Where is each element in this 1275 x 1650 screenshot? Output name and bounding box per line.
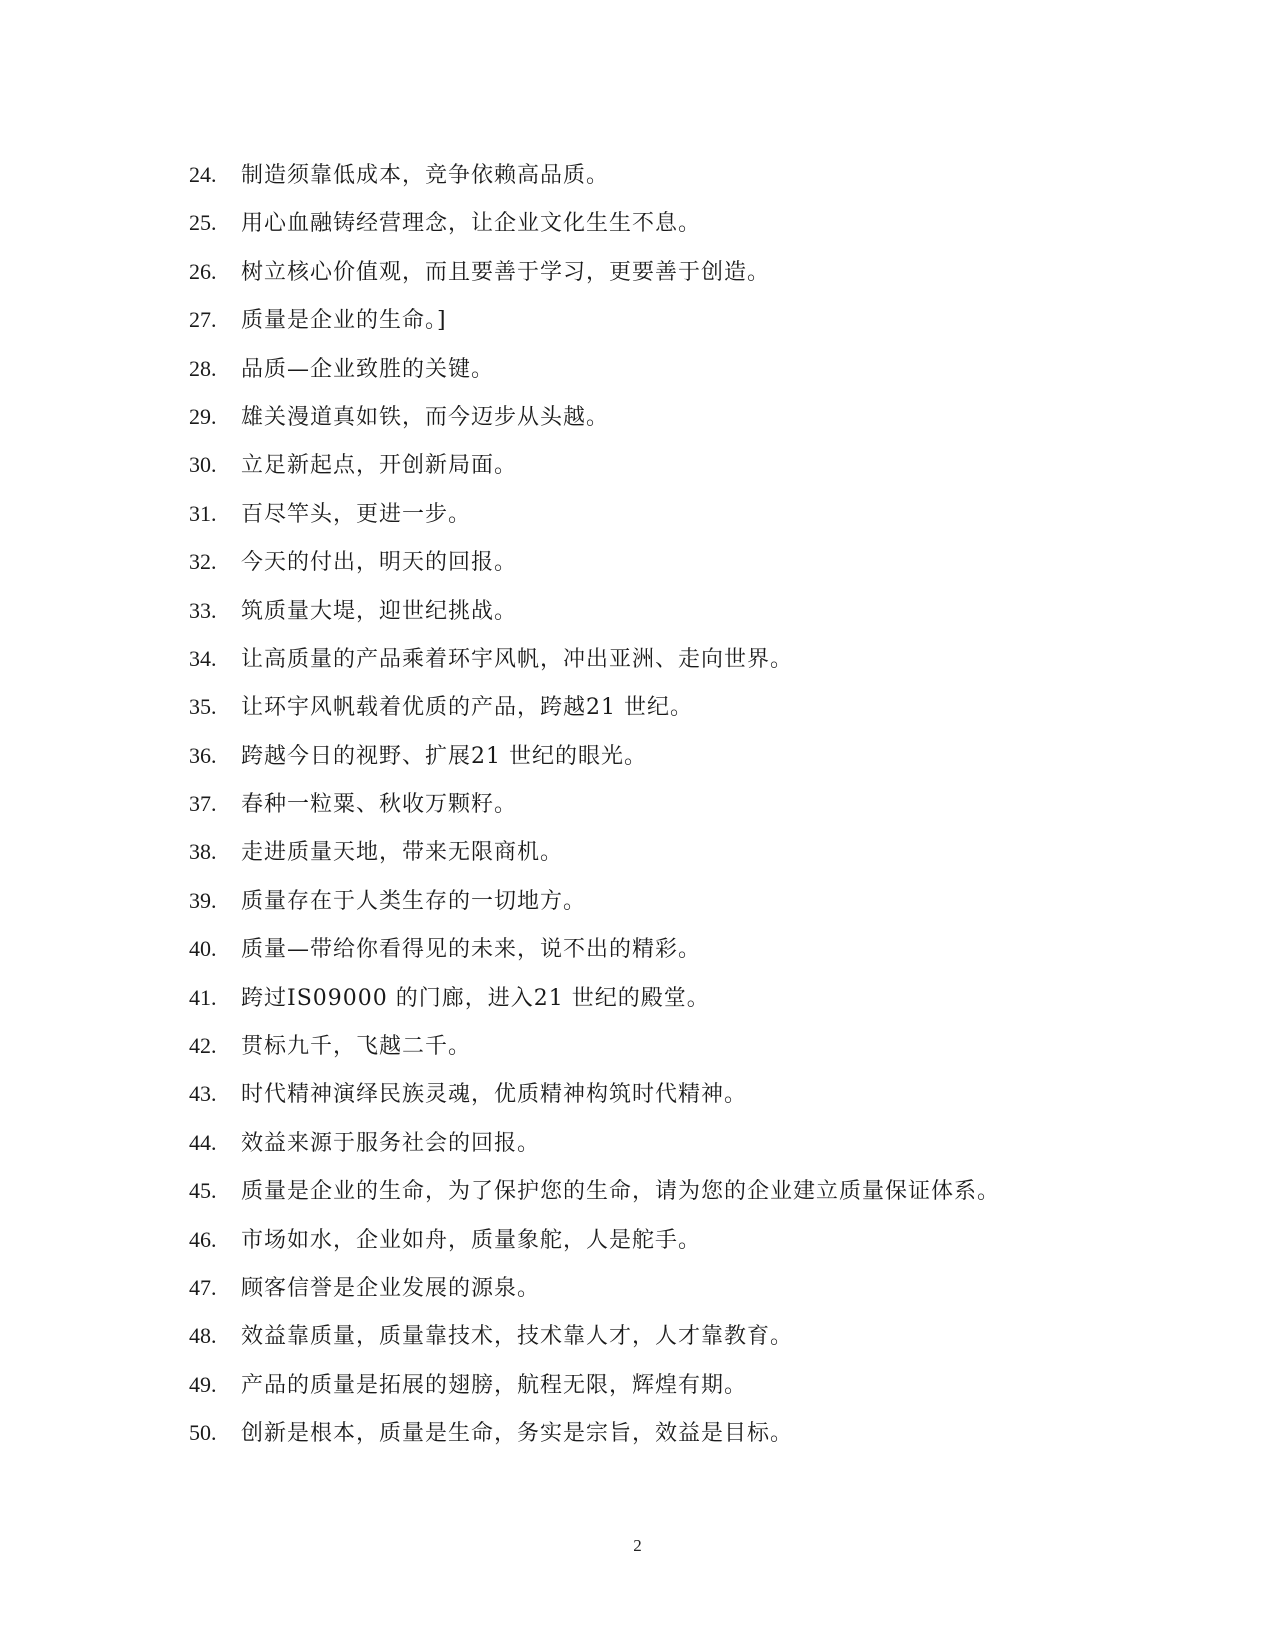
list-item [189, 594, 1189, 642]
item-text: 贯标九千，飞越二千。 [241, 1034, 472, 1060]
item-number: 28. [189, 355, 217, 381]
list-item [189, 545, 1189, 593]
item-number: 41. [189, 984, 217, 1010]
item-number: 30. [189, 452, 217, 478]
item-text: 质量—带给你看得见的未来，说不出的精彩。 [241, 937, 702, 963]
item-text: 效益来源于服务社会的回报。 [241, 1130, 541, 1156]
item-number: 39. [189, 887, 217, 913]
item-number: 46. [189, 1226, 217, 1252]
item-text: 制造须靠低成本，竞争依赖高品质。 [241, 163, 610, 188]
item-text: 今天的付出，明天的回报。 [241, 550, 518, 576]
list-item [189, 1077, 1189, 1125]
item-text: 用心血融铸经营理念，让企业文化生生不息。 [241, 211, 702, 237]
item-text: 顾客信誉是企业发展的源泉。 [241, 1275, 541, 1301]
item-text: 市场如水，企业如舟，质量象舵，人是舵手。 [241, 1227, 702, 1253]
list-item [189, 932, 1189, 980]
item-text: 立足新起点，开创新局面。 [241, 453, 518, 479]
item-text: 跨越今日的视野、扩展21 世纪的眼光。 [241, 743, 647, 769]
list-item [189, 1319, 1189, 1367]
item-text: 让环宇风帆载着优质的产品，跨越21 世纪。 [241, 695, 693, 721]
item-number: 35. [189, 694, 217, 720]
list-item [189, 497, 1189, 545]
list-item [189, 400, 1189, 448]
list-item [189, 352, 1189, 400]
item-number: 27. [189, 307, 217, 333]
page-number: 2 [633, 1536, 642, 1555]
list-item [189, 1416, 1189, 1464]
item-text: 质量是企业的生命，为了保护您的生命，请为您的企业建立质量保证体系。 [241, 1179, 1001, 1205]
item-text: 让高质量的产品乘着环宇风帆，冲出亚洲、走向世界。 [241, 646, 794, 672]
item-number: 43. [189, 1081, 217, 1107]
item-text: 跨过IS09000 的门廊，进入21 世纪的殿堂。 [241, 985, 710, 1011]
list-item [189, 884, 1189, 932]
item-text: 效益靠质量，质量靠技术，技术靠人才，人才靠教育。 [241, 1324, 794, 1350]
item-number: 29. [189, 403, 217, 429]
item-number: 36. [189, 742, 217, 768]
item-number: 32. [189, 549, 217, 575]
item-text: 筑质量大堤，迎世纪挑战。 [241, 598, 518, 624]
item-number: 42. [189, 1033, 217, 1059]
item-text: 百尽竿头，更进一步。 [241, 501, 472, 527]
item-text: 质量存在于人类生存的一切地方。 [241, 888, 587, 914]
list-item [189, 448, 1189, 496]
list-item [189, 1126, 1189, 1174]
list-item [189, 303, 1189, 351]
list-item [189, 255, 1189, 303]
item-number: 34. [189, 645, 217, 671]
item-number: 25. [189, 210, 217, 236]
item-text: 质量是企业的生命。] [241, 308, 447, 334]
list-item [189, 981, 1189, 1029]
item-text: 雄关漫道真如铁，而今迈步从头越。 [241, 404, 610, 430]
list-item [189, 835, 1189, 883]
list-item [189, 690, 1189, 738]
item-number: 49. [189, 1371, 217, 1397]
item-text: 树立核心价值观，而且要善于学习，更要善于创造。 [241, 259, 771, 285]
list-item [189, 158, 1189, 206]
list-item [189, 1271, 1189, 1319]
item-number: 24. [189, 162, 217, 187]
list-item [189, 642, 1189, 690]
list-item [189, 787, 1189, 835]
item-text: 春种一粒粟、秋收万颗籽。 [241, 792, 518, 818]
item-number: 48. [189, 1323, 217, 1349]
item-number: 33. [189, 597, 217, 623]
item-number: 37. [189, 791, 217, 817]
item-number: 44. [189, 1129, 217, 1155]
item-text: 时代精神演绎民族灵魂，优质精神构筑时代精神。 [241, 1082, 748, 1108]
item-number: 40. [189, 936, 217, 962]
item-number: 50. [189, 1420, 217, 1446]
slogan-list [189, 158, 1189, 1465]
list-item [189, 1029, 1189, 1077]
item-number: 38. [189, 839, 217, 865]
list-item [189, 206, 1189, 254]
item-text: 走进质量天地，带来无限商机。 [241, 840, 564, 866]
list-item [189, 1223, 1189, 1271]
item-number: 26. [189, 258, 217, 284]
list-item [189, 739, 1189, 787]
list-item [189, 1368, 1189, 1416]
item-number: 31. [189, 500, 217, 526]
item-text: 品质—企业致胜的关键。 [241, 356, 495, 382]
item-text: 创新是根本，质量是生命，务实是宗旨，效益是目标。 [241, 1421, 794, 1447]
list-item [189, 1174, 1189, 1222]
item-number: 45. [189, 1178, 217, 1204]
item-text: 产品的质量是拓展的翅膀，航程无限，辉煌有期。 [241, 1372, 748, 1398]
item-number: 47. [189, 1274, 217, 1300]
